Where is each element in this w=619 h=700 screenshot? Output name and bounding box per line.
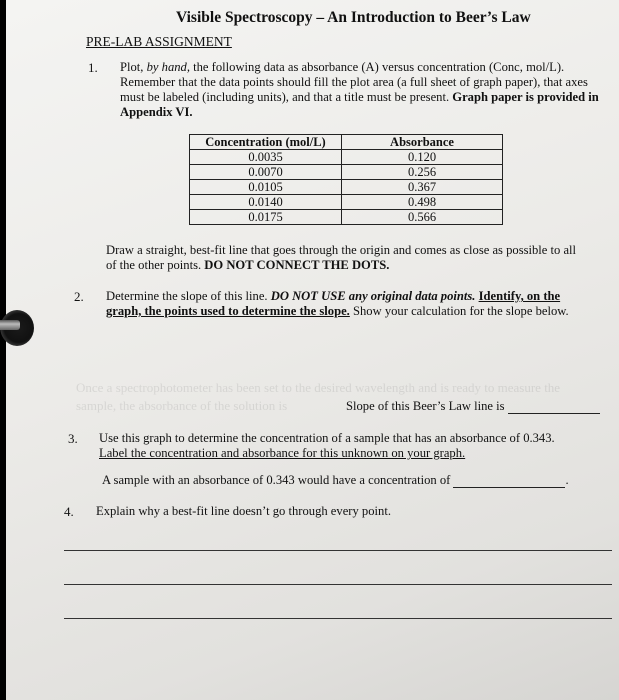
worksheet-page bbox=[6, 0, 619, 700]
text: Show your calculation for the slope below. bbox=[353, 304, 569, 318]
table-row bbox=[190, 150, 503, 165]
table-cell: 0.367 bbox=[342, 180, 503, 195]
table-row bbox=[190, 195, 503, 210]
concentration-blank[interactable] bbox=[453, 475, 565, 488]
q1-line3 bbox=[120, 90, 599, 105]
question-number: 4. bbox=[64, 504, 74, 519]
bleed-through-text: sample, the absorbance of the solution is bbox=[76, 398, 288, 413]
page-title: Visible Spectroscopy – An Introduction to Beer’s Law bbox=[176, 9, 531, 26]
table-cell: 0.256 bbox=[342, 165, 503, 180]
table-row bbox=[190, 180, 503, 195]
q4-line1: Explain why a best-fit line doesn’t go through every point. bbox=[96, 504, 391, 518]
question-number: 1. bbox=[88, 60, 98, 75]
q1-line2: Remember that the data points should fill the plot area (a full sheet of graph paper), that axes bbox=[120, 75, 588, 89]
answer-line[interactable] bbox=[64, 618, 612, 619]
table-cell: 0.0175 bbox=[190, 210, 342, 225]
slope-answer-line bbox=[346, 399, 600, 414]
question-number: 2. bbox=[74, 289, 84, 304]
table-cell: 0.0035 bbox=[190, 150, 342, 165]
text-italic: by hand, bbox=[146, 60, 190, 74]
table-cell: 0.0105 bbox=[190, 180, 342, 195]
text-bold-underline: Identify, on the bbox=[478, 289, 561, 303]
table-cell: 0.0140 bbox=[190, 195, 342, 210]
table-cell: 0.0070 bbox=[190, 165, 342, 180]
text-bold-underline: graph, the points used to determine the slope. bbox=[106, 304, 350, 318]
slope-blank[interactable] bbox=[508, 401, 600, 414]
table-row bbox=[190, 210, 503, 225]
data-table bbox=[189, 134, 503, 225]
section-heading: PRE-LAB ASSIGNMENT bbox=[86, 34, 232, 49]
table-cell: 0.120 bbox=[342, 150, 503, 165]
q2-line2 bbox=[106, 304, 569, 319]
table-cell: 0.566 bbox=[342, 210, 503, 225]
answer-line[interactable] bbox=[64, 550, 612, 551]
q3-line2: Label the concentration and absorbance for this unknown on your graph. bbox=[99, 446, 466, 460]
draw-instruction-line1: Draw a straight, best-fit line that goes through the origin and comes as close as possible to all bbox=[106, 243, 577, 257]
text-bold: Graph paper is provided in bbox=[452, 90, 599, 104]
draw-instruction-line2 bbox=[106, 258, 389, 273]
q3-line1: Use this graph to determine the concentration of a sample that has an absorbance of 0.343. bbox=[99, 431, 555, 445]
text: Determine the slope of this line. bbox=[106, 289, 268, 303]
table-cell: 0.498 bbox=[342, 195, 503, 210]
text: . bbox=[565, 473, 569, 487]
q3-line3 bbox=[102, 473, 569, 488]
q1-line1 bbox=[120, 60, 564, 75]
text: must be labeled (including units), and that a title must be present. bbox=[120, 90, 450, 104]
text: of the other points. bbox=[106, 258, 202, 272]
text: A sample with an absorbance of 0.343 would have a concentration of bbox=[102, 473, 451, 487]
table-row bbox=[190, 165, 503, 180]
text: Plot, bbox=[120, 60, 144, 74]
text-bold: Appendix VI. bbox=[120, 105, 193, 119]
q1-line4 bbox=[120, 105, 193, 120]
column-header-concentration: Concentration (mol/L) bbox=[190, 135, 342, 150]
text: the following data as absorbance (A) versus concentration (Conc, mol/L). bbox=[193, 60, 565, 74]
text-bold-italic: DO NOT USE any original data points. bbox=[270, 289, 476, 303]
answer-line[interactable] bbox=[64, 584, 612, 585]
bleed-through-text: Once a spectrophotometer has been set to the desired wavelength and is ready to measure the bbox=[76, 380, 561, 395]
q2-line1 bbox=[106, 289, 560, 304]
binder-ring bbox=[0, 320, 20, 330]
column-header-absorbance: Absorbance bbox=[342, 135, 503, 150]
table-header-row bbox=[190, 135, 503, 150]
slope-label: Slope of this Beer’s Law line is bbox=[346, 399, 505, 413]
text-bold: DO NOT CONNECT THE DOTS. bbox=[204, 258, 390, 272]
question-number: 3. bbox=[68, 431, 78, 446]
